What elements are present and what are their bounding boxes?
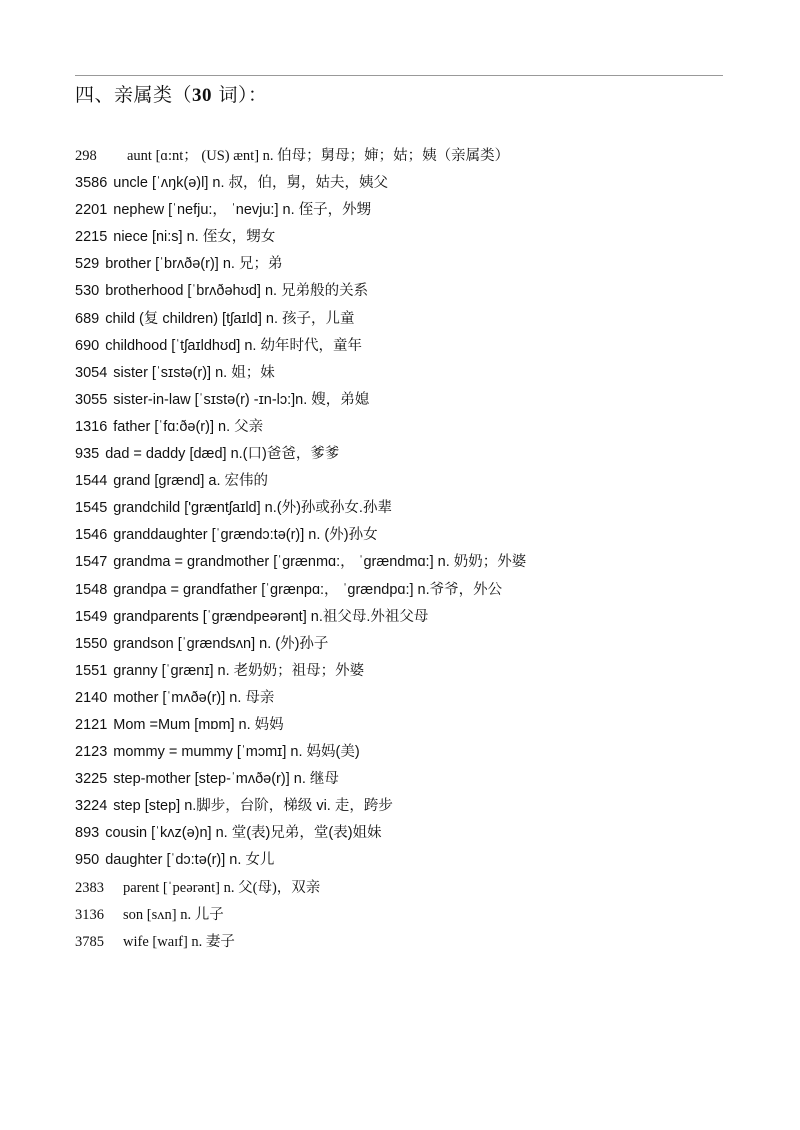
entry-number: 2121 xyxy=(75,716,108,733)
vocab-entry xyxy=(75,251,725,278)
header-rule xyxy=(75,75,723,76)
entry-text: grandchild ['græntʃaɪld] n.(外)孙或孙女.孙辈 xyxy=(113,500,392,517)
entry-text: aunt [ɑ:nt； (US) ænt] n. 伯母；舅母；婶；姑；姨（亲属类） xyxy=(127,148,510,164)
entry-number: 2201 xyxy=(75,202,108,219)
entry-number: 3224 xyxy=(75,798,108,815)
entry-number: 3586 xyxy=(75,175,108,192)
entry-number: 1545 xyxy=(75,500,108,517)
entry-text: cousin [ˈkʌz(ə)n] n. 堂(表)兄弟，堂(表)姐妹 xyxy=(105,825,382,842)
entry-text: child (复 children) [tʃaɪld] n. 孩子，儿童 xyxy=(105,310,355,327)
entry-text: nephew [ˈnefju:， ˈnevju:] n. 侄子，外甥 xyxy=(113,202,372,219)
entry-number: 2140 xyxy=(75,689,108,706)
section-title xyxy=(75,80,268,107)
vocab-entry xyxy=(75,197,725,224)
vocab-entry xyxy=(75,468,725,495)
vocab-entry xyxy=(75,306,725,333)
entry-number: 1544 xyxy=(75,473,108,490)
entry-text: brotherhood [ˈbrʌðəhʊd] n. 兄弟般的关系 xyxy=(105,283,369,300)
entry-number: 2215 xyxy=(75,229,108,246)
entry-number: 3054 xyxy=(75,364,108,381)
vocab-entry xyxy=(75,549,725,576)
entry-text: step-mother [step-ˈmʌðə(r)] n. 继母 xyxy=(113,771,339,788)
entry-text: father [ˈfɑ:ðə(r)] n. 父亲 xyxy=(113,418,264,435)
vocab-entry xyxy=(75,685,725,712)
entry-text: grand [grænd] a. 宏伟的 xyxy=(113,473,269,490)
vocab-entry xyxy=(75,414,725,441)
entry-text: childhood [ˈtʃaɪldhʊd] n. 幼年时代，童年 xyxy=(105,337,362,354)
entry-number: 298 xyxy=(75,148,97,164)
vocab-entry xyxy=(75,441,725,468)
entry-text: mommy = mummy [ˈmɔmɪ] n. 妈妈(美) xyxy=(113,744,360,761)
entry-number: 2123 xyxy=(75,744,108,761)
entry-text: grandparents [ˈgrændpeərənt] n.祖父母.外祖父母 xyxy=(113,608,429,625)
entry-text: granddaughter [ˈgrændɔ:tə(r)] n. (外)孙女 xyxy=(113,527,378,544)
entry-text: Mom =Mum [mɒm] n. 妈妈 xyxy=(113,716,284,733)
entry-text: son [sʌn] n. 儿子 xyxy=(123,906,224,923)
entry-number: 893 xyxy=(75,825,100,842)
entry-number: 3055 xyxy=(75,391,108,408)
vocab-entry xyxy=(75,658,725,685)
entry-number: 1550 xyxy=(75,635,108,652)
entry-text: sister [ˈsɪstə(r)] n. 姐；妹 xyxy=(113,364,275,381)
entry-text: uncle [ˈʌŋk(ə)l] n. 叔，伯，舅，姑夫，姨父 xyxy=(113,175,388,192)
vocab-entry xyxy=(75,929,725,956)
entry-number: 529 xyxy=(75,256,100,273)
vocabulary-list xyxy=(75,143,725,956)
vocab-entry xyxy=(75,604,725,631)
vocab-entry xyxy=(75,739,725,766)
entry-number: 1548 xyxy=(75,581,108,598)
vocab-entry xyxy=(75,224,725,251)
entry-text: dad = daddy [dæd] n.(口)爸爸，爹爹 xyxy=(105,446,340,463)
section-title-count: 30 xyxy=(192,85,213,106)
entry-text: grandpa = grandfather [ˈgrænpɑ:， ˈgrændpɑ:] n.爷爷，外公 xyxy=(113,581,503,598)
entry-text: niece [ni:s] n. 侄女，甥女 xyxy=(113,229,276,246)
entry-number: 690 xyxy=(75,337,100,354)
entry-number: 950 xyxy=(75,852,100,869)
entry-text: grandson [ˈgrændsʌn] n. (外)孙子 xyxy=(113,635,329,652)
vocab-entry xyxy=(75,360,725,387)
vocab-entry xyxy=(75,522,725,549)
vocab-entry xyxy=(75,820,725,847)
vocab-entry xyxy=(75,278,725,305)
entry-number: 2383 xyxy=(75,879,104,896)
entry-number: 689 xyxy=(75,310,100,327)
entry-number: 1547 xyxy=(75,554,108,571)
entry-number: 3136 xyxy=(75,906,104,923)
vocab-entry xyxy=(75,712,725,739)
entry-number: 1316 xyxy=(75,418,108,435)
vocab-entry xyxy=(75,793,725,820)
entry-number: 935 xyxy=(75,446,100,463)
entry-number: 3225 xyxy=(75,771,108,788)
entry-text: grandma = grandmother [ˈgrænmɑ:， ˈgrændmɑ:] n. 奶奶；外婆 xyxy=(113,554,527,571)
vocab-entry xyxy=(75,333,725,360)
entry-number: 1549 xyxy=(75,608,108,625)
entry-text: granny [ˈgrænɪ] n. 老奶奶；祖母；外婆 xyxy=(113,662,365,679)
entry-text: brother [ˈbrʌðə(r)] n. 兄；弟 xyxy=(105,256,283,273)
vocab-entry xyxy=(75,875,725,902)
vocab-entry xyxy=(75,577,725,604)
vocab-entry xyxy=(75,902,725,929)
vocab-entry xyxy=(75,143,725,170)
entry-number: 1546 xyxy=(75,527,108,544)
vocab-entry xyxy=(75,766,725,793)
vocab-entry xyxy=(75,170,725,197)
entry-text: sister-in-law [ˈsɪstə(r) -ɪn-lɔ:]n. 嫂，弟媳 xyxy=(113,391,370,408)
entry-text: parent [ˈpeərənt] n. 父(母)，双亲 xyxy=(123,879,321,896)
vocab-entry xyxy=(75,631,725,658)
section-title-suffix: 词）： xyxy=(212,84,268,106)
entry-text: wife [waɪf] n. 妻子 xyxy=(123,933,235,950)
entry-text: step [step] n.脚步，台阶，梯级 vi. 走，跨步 xyxy=(113,798,393,815)
vocab-entry xyxy=(75,387,725,414)
section-title-prefix: 四、亲属类（ xyxy=(75,84,193,106)
entry-text: daughter [ˈdɔ:tə(r)] n. 女儿 xyxy=(105,852,275,869)
entry-text: mother [ˈmʌðə(r)] n. 母亲 xyxy=(113,689,275,706)
entry-number: 530 xyxy=(75,283,100,300)
entry-number: 1551 xyxy=(75,662,108,679)
vocab-entry xyxy=(75,847,725,874)
vocab-entry xyxy=(75,495,725,522)
entry-number: 3785 xyxy=(75,933,104,950)
